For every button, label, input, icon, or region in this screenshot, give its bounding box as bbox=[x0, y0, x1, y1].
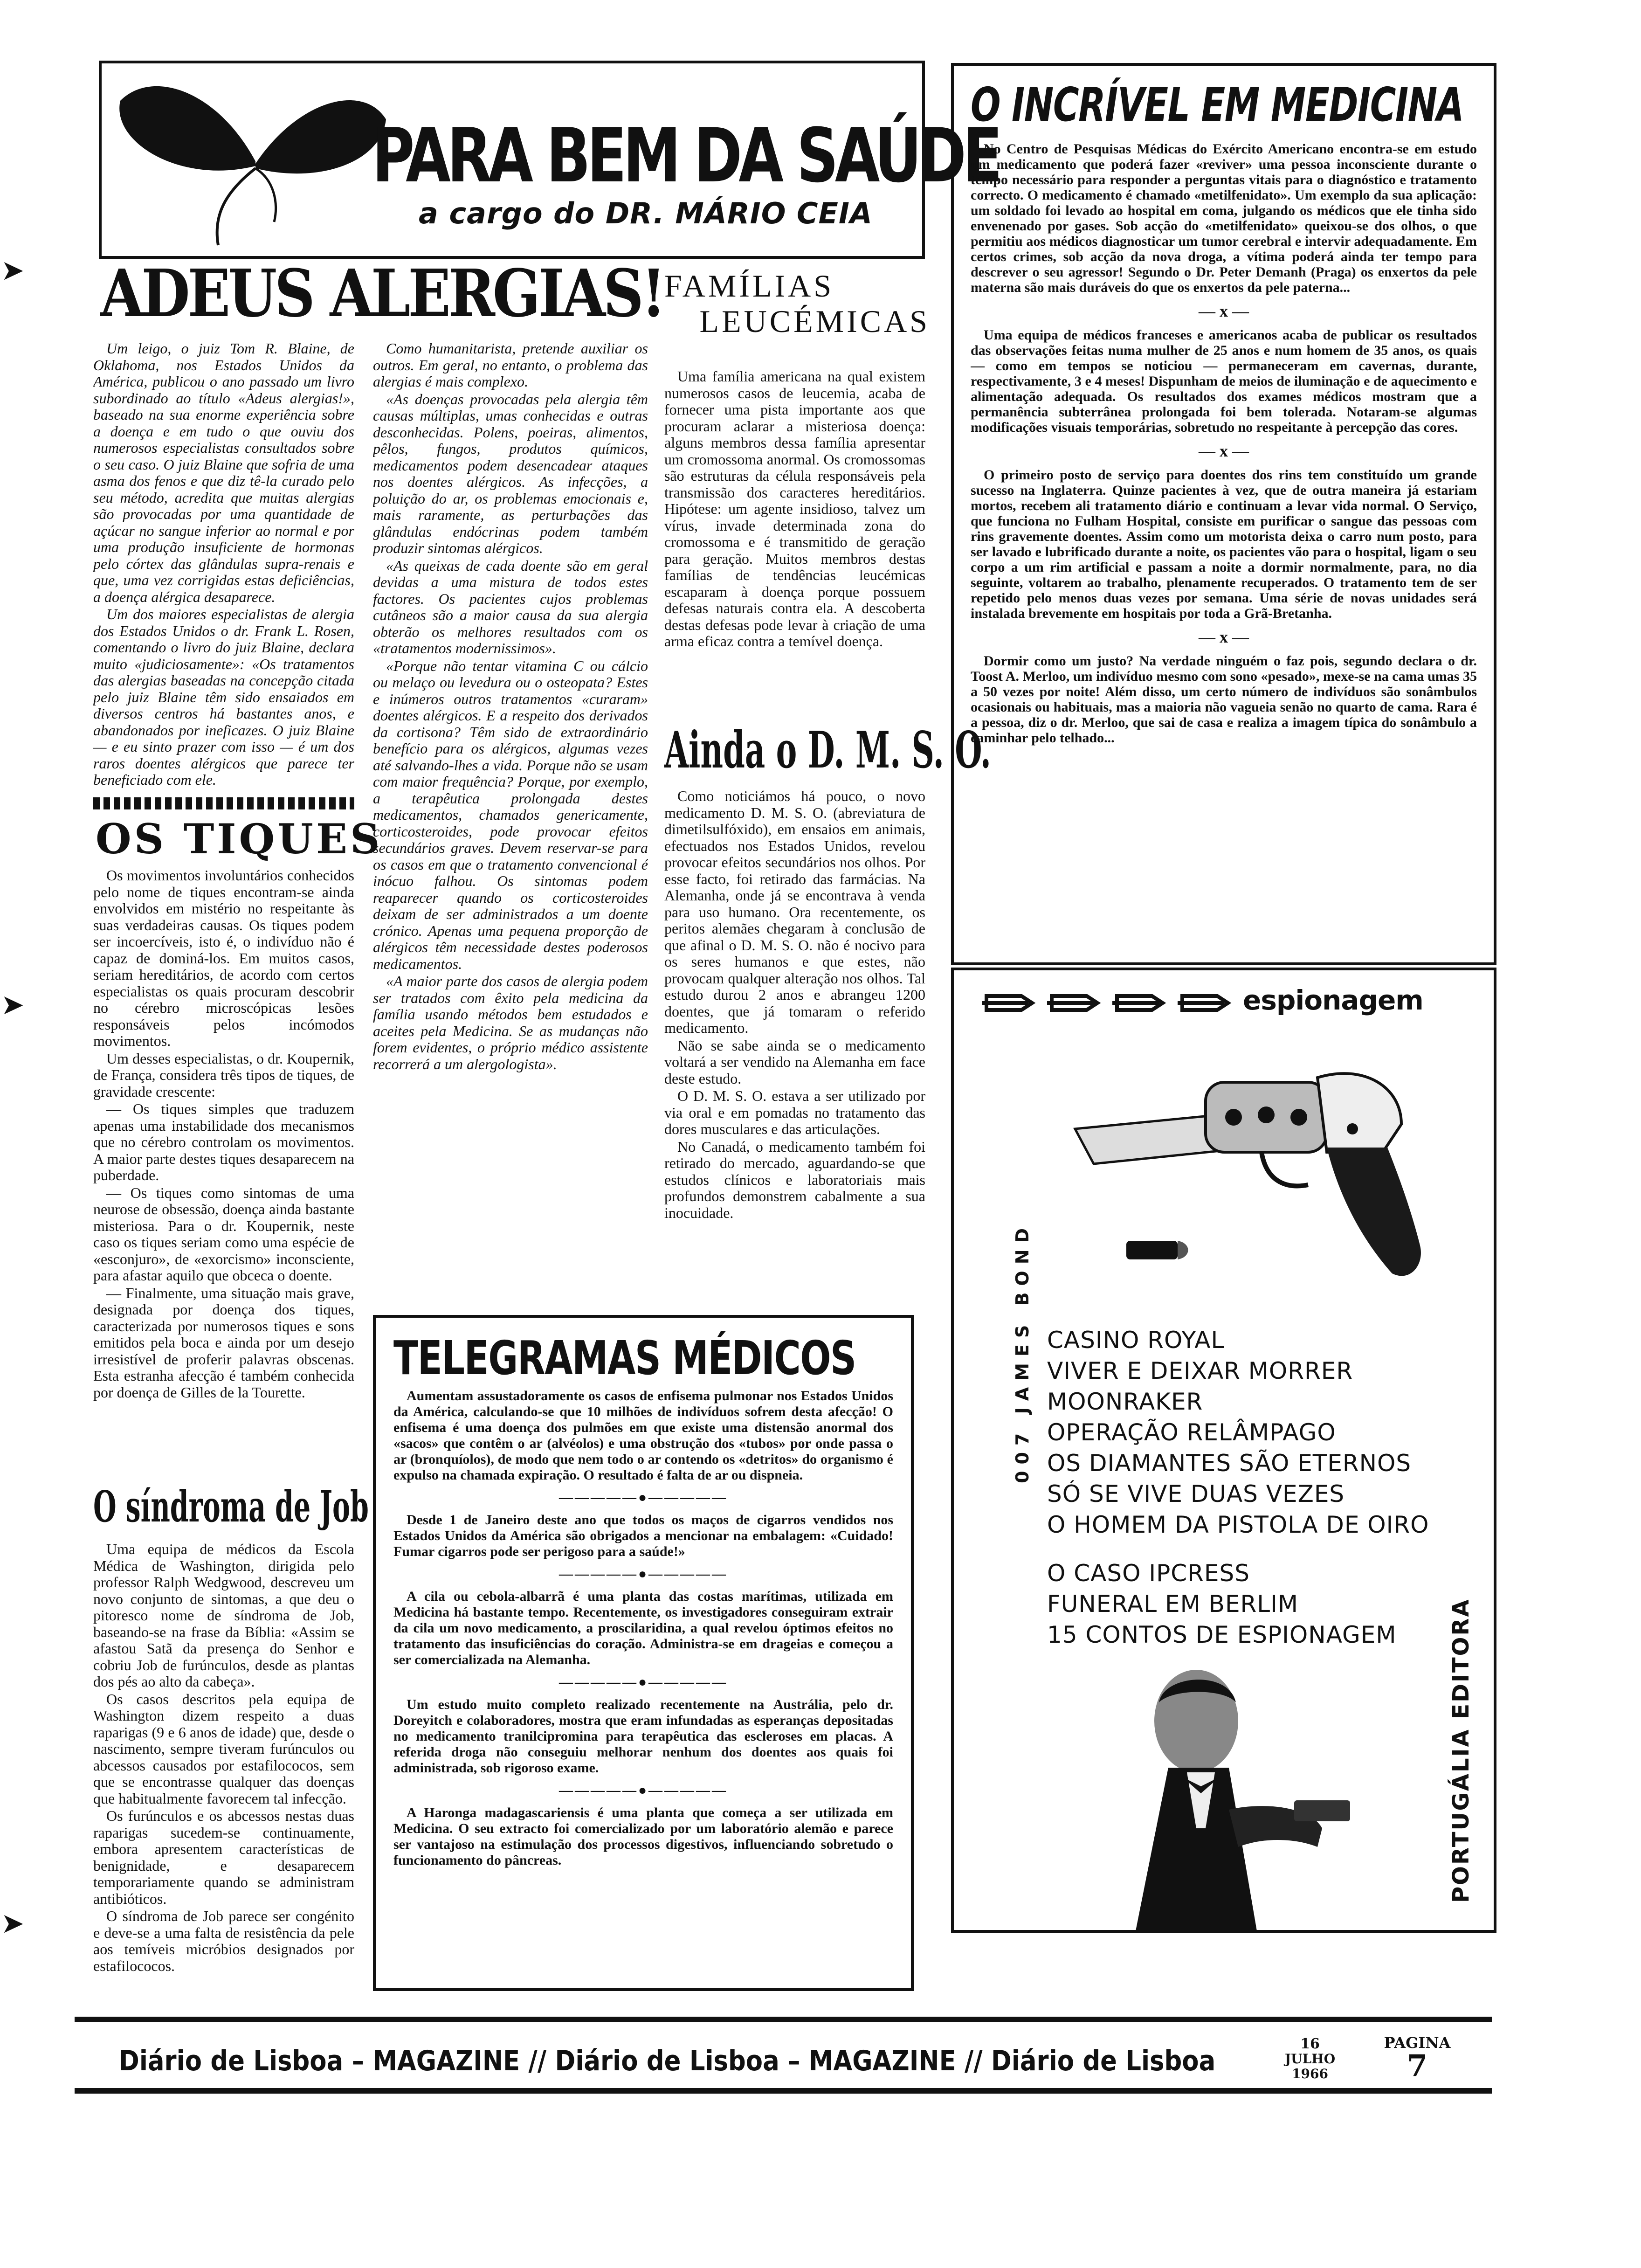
column-header bbox=[99, 61, 999, 259]
bullet-divider: —————●————— bbox=[558, 1674, 728, 1690]
bullet-divider: —————●————— bbox=[558, 1566, 728, 1582]
footer-rule-top bbox=[75, 2017, 1492, 2022]
margin-punch-mark: ➤ bbox=[1, 255, 25, 286]
paragraph: — Finalmente, uma situação mais grave, designada por doença dos tiques, caracterizada por numerosos tiques e sons emitidos pela boca e ainda por um desejo irresistível de proferir palavras obscenas. Esta estranha afecção é também conhecida por doença de Gilles de la Tourette. bbox=[93, 1284, 354, 1401]
footer-page-label: PAGINA bbox=[1384, 2034, 1451, 2052]
incrivel-item: Dormir como um justo? Na verdade ninguém o faz pois, segundo declara o dr. Toost A. Merloo, um indivíduo mesmo com sono «pesado», mexe-se na cama umas 35 a 50 vezes por noite! Além disso, um certo número de indivíduos são sonâmbulos ocasionais ou habituais, mas a maioria não vagueia senão no quarto de cama. Rara é a pessoa, diz o dr. Merloo, que sai de casa e realiza a imagem típica do sonâmbulo a caminhar pelo telhado... bbox=[971, 653, 1477, 746]
paragraph: Os furúnculos e os abcessos nestas duas raparigas sucedem-se continuamente, embora apresentem características de benignidade, e desaparecem temporariamente quando se administram antibióticos. bbox=[93, 1807, 354, 1907]
ad-brand: espionagem bbox=[1243, 984, 1423, 1016]
book-title: OPERAÇÃO RELÂMPAGO bbox=[1047, 1419, 1336, 1446]
telegrama-item: A Haronga madagascariensis é uma planta que começa a ser utilizada em Medicina. O seu extracto foi comercializado por um laboratório alemão e parece ser vantajoso na estimulação dos processos digestivos, influenciando sobretudo o funcionamento do pâncreas. bbox=[393, 1805, 893, 1868]
book-title: O CASO IPCRESS bbox=[1047, 1560, 1250, 1587]
incrivel-title: O INCRÍVEL EM MEDICINA bbox=[971, 77, 1464, 132]
telegramas-box bbox=[373, 1315, 914, 1991]
paragraph: Os movimentos involuntários conhecidos pelo nome de tiques encontram-se ainda envolvidos em mistério no respeitante às suas verdadeiras causas. Os tiques podem ser incoercíveis, isto é, o indivíduo não é capaz de dominá-los. Em muitos casos, seriam hereditários, de acordo com certos especialistas os quais procuram descobrir no cérebro microscópicas lesões responsáveis pelos incómodos movimentos. bbox=[93, 867, 354, 1049]
bullet-divider: —————●————— bbox=[558, 1783, 728, 1798]
paragraph: — Os tiques como sintomas de uma neurose de obsessão, doença ainda bastante misteriosa. Para o dr. Koupernik, neste caso os tiques seriam como uma espécie de «esconjuro», de «exorcismo» inconsciente, para afastar aquilo que obceca o doente. bbox=[93, 1184, 354, 1284]
butterfly-logo bbox=[102, 63, 400, 256]
dmso-title-text: Ainda o D. M. S. O. bbox=[664, 721, 991, 780]
job-body bbox=[93, 1541, 354, 2026]
adeus-col-1 bbox=[93, 340, 354, 788]
separator: — x — bbox=[1199, 628, 1249, 646]
telegramas-title: TELEGRAMAS MÉDICOS bbox=[393, 1331, 856, 1385]
footer-day: 16 bbox=[1300, 2036, 1320, 2052]
paragraph: O síndroma de Job parece ser congénito e deve-se a uma falta de resistência da pele aos temíveis micróbios designados por estafilococos. bbox=[93, 1908, 354, 1974]
other-title-list bbox=[1047, 1558, 1448, 1650]
footer-month: JULHO bbox=[1284, 2051, 1336, 2067]
separator: — x — bbox=[1199, 442, 1249, 460]
incrivel-item: O primeiro posto de serviço para doentes dos rins tem constituído um grande sucesso na Inglaterra. Quinze pacientes à vez, que de outra maneira já estariam mortos, recebem ali tratamento diário e continuam a levar vida normal. O Serviço, que funciona no Fulham Hospital, consiste em purificar o sangue das pessoas com rins gravemente doentes. Assim como um motorista deixa o carro num posto, para ser lavado e lubrificado durante a noite, os pacientes vão para o hospital, ligam o seu corpo a um rim artificial e passam a noite a dormir normalmente, para, no dia seguinte, voltarem ao trabalho, plenamente recuperados. O tratamento tem de ser repetido pelo menos duas vezes por semana. Uma série de novas unidades será instalada brevemente em hospitais por toda a Grã-Bretanha. bbox=[971, 467, 1477, 621]
tiques-body bbox=[93, 867, 354, 1473]
paragraph: «A maior parte dos casos de alergia podem ser tratados com êxito pela medicina da família usando métodos bem estudados e aceites pela Medicina. Se as mudanças não forem evidentes, o próprio médico assistente recorrerá a um alergologista». bbox=[373, 973, 648, 1072]
telegrama-item: Aumentam assustadoramente os casos de enfisema pulmonar nos Estados Unidos da América, calculando-se que 10 milhões de indivíduos sofrem desta afecção! O enfisema é uma doença dos pulmões em que existe uma distensão anormal dos «sacos» que contêm o ar (alvéolos) e uma obstrução dos «tubos» por onde passa o ar (bronquíolos), de modo que nem todo o ar contendo os «detritos» do organismo é expulso na chamada expiração. O resultado é falta de ar ou dispneia. bbox=[393, 1388, 893, 1483]
paragraph: Como humanitarista, pretende auxiliar os outros. Em geral, no entanto, o problema das alergias é mais complexo. bbox=[373, 340, 648, 390]
man-in-tuxedo-photo bbox=[1117, 1660, 1359, 1931]
familias-body bbox=[664, 368, 925, 741]
bullet-illustration bbox=[1122, 1222, 1196, 1278]
separator: — x — bbox=[1199, 302, 1249, 320]
arrow-row bbox=[977, 989, 1238, 1017]
incrivel-item: No Centro de Pesquisas Médicas do Exército Americano encontra-se em estudo um medicamento que poderá fazer «reviver» uma pessoa inconsciente durante o tempo necessário para responder a perguntas vitais para o diagnóstico e tratamento correcto. O medicamento é chamado «metilfenidato». Um exemplo da sua aplicação: um soldado foi levado ao hospital em coma, julgando os médicos que ele tinha sido envenenado por gases. Sob acção do «metilfenidato» queixou-se dos olhos, o que permitiu aos médicos diagnosticar um tumor cerebral e intervir adequadamente. Em certos crimes, sob acção da nova droga, a vítima poderá ainda ter tempo para descrever o seu agressor! Segundo o Dr. Peter Demanh (Praga) os enxertos da pele materna são mais duráveis do que os enxertos da pele paterna... bbox=[971, 141, 1477, 295]
book-title: OS DIAMANTES SÃO ETERNOS bbox=[1047, 1450, 1412, 1477]
paragraph: «As queixas de cada doente são em geral devidas a uma mistura de todos estes factores. Os pacientes cujos problemas cutâneos são a maior causa da sua alergia obterão os melhores resultados com os «tratamentos modernissimos». bbox=[373, 557, 648, 657]
incrivel-item: Uma equipa de médicos franceses e americanos acaba de publicar os resultados das observações feitas numa mulher de 25 anos e num homem de 35 anos, os quais — como em tempos se noticiou — permaneceram em cavernas, durante, respectivamente, 3 e 4 meses! Dispunham de meios de iluminação e de aquecimento e alimentação adequada. Os resultados dos exames médicos mostram que a permanência subterrânea prolongada foi bem tolerada. Notaram-se algumas modificações visuais temporárias, sobretudo no respeitante à percepção das cores. bbox=[971, 327, 1477, 435]
adeus-col-2 bbox=[373, 340, 648, 1338]
paragraph: Uma família americana na qual existem numerosos casos de leucemia, acaba de fornecer uma pista importante aos que procuram aclarar a misteriosa doença: alguns membros dessa família apresentar um cromossoma anormal. Os cromossomas são estruturas da célula responsáveis pela transmissão dos caracteres hereditários. Hipótese: um agente insidioso, talvez um vírus, invade determinada zona do cromossoma e é transmitido de geração para geração. Muitos membros destas famílias de tendências leucémicas escaparam à doença porque possuem defesas naturais contra ela. A descoberta destas defesas pode levar à criação de uma arma eficaz contra a temível doença. bbox=[664, 368, 925, 650]
footer-page bbox=[1375, 2034, 1459, 2081]
telegramas-body bbox=[393, 1388, 893, 1962]
paragraph: Não se sabe ainda se o medicamento voltará a ser vendido na Alemanha em face deste estudo. bbox=[664, 1037, 925, 1087]
espionagem-ad bbox=[951, 968, 1496, 1933]
margin-punch-mark: ➤ bbox=[1, 1908, 25, 1939]
bullet-divider: —————●————— bbox=[558, 1490, 728, 1505]
paragraph: Uma equipa de médicos da Escola Médica de Washington, dirigida pelo professor Ralph Wedgwood, descreveu um novo conjunto de sintomas, a que deu o pitoresco nome de síndroma de Job, baseando-se na frase da Bíblia: «Assim se afastou Satã da presença do Senhor e cobriu Job de furúnculos, desde as plantas dos pés ao alto da cabeça». bbox=[93, 1541, 354, 1690]
bond-title-list bbox=[1047, 1325, 1448, 1540]
familias-title-line-2: LEUCÉMICAS bbox=[699, 304, 930, 339]
book-title: VIVER E DEIXAR MORRER bbox=[1047, 1357, 1353, 1384]
paragraph: Os casos descritos pela equipa de Washington dizem respeito a duas raparigas (9 e 6 anos de idade) que, desde o nascimento, sempre tiveram furúnculos ou abcessos causados por estafilococos, sem que se encontrasse qualquer das doenças que habitualmente favorecem tal infecção. bbox=[93, 1690, 354, 1807]
ad-series-label: 007 JAMES BOND bbox=[1012, 1221, 1033, 1483]
footer-page-number: 7 bbox=[1407, 2048, 1428, 2083]
incrivel-body bbox=[971, 141, 1477, 948]
paragraph: O D. M. S. O. estava a ser utilizado por via oral e em pomadas no tratamento das dores musculares e das articulações. bbox=[664, 1087, 925, 1137]
telegrama-item: A cila ou cebola-albarrã é uma planta das costas marítimas, utilizada em Medicina há bastante tempo. Recentemente, os investigadores conseguiram extrair da cila um novo medicamento, a proscilaridina, a qual revelou óptimos efeitos no tratamento das insuficiências do coração. Administra-se em drageias e começou a ser comercializada na Alemanha. bbox=[393, 1589, 893, 1667]
tiques-title: OS TIQUES bbox=[96, 815, 383, 863]
telegrama-item: Um estudo muito completo realizado recentemente na Austrália, pelo dr. Doreyitch e colaboradores, mostra que eram infundadas as esperanças depositadas no medicamento tranilcipromina para terapêutica das escleroses em placas. A referida droga não conseguiu melhorar nenhum dos doentes aos quais foi administrada, sob rigoroso exame. bbox=[393, 1697, 893, 1776]
footer-date bbox=[1277, 2037, 1343, 2081]
familias-title-line-1: FAMÍLIAS bbox=[664, 268, 834, 304]
book-title: MOONRAKER bbox=[1047, 1388, 1203, 1415]
incrivel-box bbox=[951, 63, 1496, 965]
footer-year: 1966 bbox=[1292, 2066, 1328, 2081]
zigzag-divider bbox=[93, 793, 354, 817]
familias-title bbox=[664, 268, 930, 339]
paragraph: No Canadá, o medicamento também foi retirado do mercado, aguardando-se que estudos clínicos e laboratoriais mais profundos demonstrem cabalmente a sua inocuidade. bbox=[664, 1138, 925, 1221]
column-byline: a cargo do DR. MÁRIO CEIA bbox=[419, 196, 873, 230]
paragraph: Um desses especialistas, o dr. Koupernik, de França, considera três tipos de tiques, de gravidade crescente: bbox=[93, 1050, 354, 1100]
book-title: O HOMEM DA PISTOLA DE OIRO bbox=[1047, 1511, 1429, 1538]
book-title: FUNERAL EM BERLIM bbox=[1047, 1590, 1299, 1618]
paragraph: — Os tiques simples que traduzem apenas uma instabilidade dos mecanismos que no cérebro controlam os movimentos. A maior parte destes tiques desaparecem na puberdade. bbox=[93, 1100, 354, 1183]
ad-publisher: PORTUGÁLIA EDITORA bbox=[1448, 1598, 1474, 1903]
margin-punch-mark: ➤ bbox=[1, 989, 25, 1020]
paragraph: «As doenças provocadas pela alergia têm causas múltiplas, umas conhecidas e outras desconhecidas. Polens, poeiras, alimentos, pêlos, fungos, produtos químicos, medicamentos podem desencadear ataques nos doentes alérgicos. As infecções, a poluição do ar, os problemas emocionais e, mais raramente, as perturbações das glândulas endócrinas podem também produzir sintomas alérgicos. bbox=[373, 390, 648, 556]
revolver-illustration bbox=[1066, 1031, 1429, 1292]
book-title: SÓ SE VIVE DUAS VEZES bbox=[1047, 1480, 1345, 1507]
footer-rule-bottom bbox=[75, 2088, 1492, 2094]
book-title: CASINO ROYAL bbox=[1047, 1327, 1225, 1354]
job-title-text: O síndroma de Job bbox=[93, 1481, 369, 1532]
telegrama-item: Desde 1 de Janeiro deste ano que todos os maços de cigarros vendidos nos Estados Unidos da América são obrigados a mencionar na embalagem: «Cuidado! Fumar cigarros pode ser perigoso para a saúde!» bbox=[393, 1512, 893, 1559]
adeus-alergias-title: ADEUS ALERGIAS! bbox=[100, 256, 664, 332]
book-title: 15 CONTOS DE ESPIONAGEM bbox=[1047, 1621, 1397, 1648]
footer-masthead: Diário de Lisboa – MAGAZINE // Diário de Lisboa – MAGAZINE // Diário de Lisboa bbox=[119, 2045, 1216, 2077]
paragraph: Um leigo, o juiz Tom R. Blaine, de Oklahoma, nos Estados Unidos da América, publicou o ano passado um livro subordinado ao título «Adeus alergias!», baseado na sua enorme experiência sobre a doença e em tudo o que ouviu dos numerosos especialistas consultados sobre o seu caso. O juiz Blaine que sofria de uma asma dos fenos e que diz tê-la curado pelo seu método, acredita que muitas alergias são provocadas por uma quantidade de açúcar no sangue inferior ao normal e por uma produção insuficiente de hormonas pelo córtex das glândulas supra-renais e que, uma vez corrigidas estas deficiências, a doença alérgica desaparece. bbox=[93, 340, 354, 605]
paragraph: Como noticiámos há pouco, o novo medicamento D. M. S. O. (abreviatura de dimetilsulfóxido), em ensaios em animais, efectuados nos Estados Unidos, revelou provocar efeitos secundários nos olhos. Por esse facto, foi retirado das farmácias. Na Alemanha, onde já se encontrava à venda para uso humano. Ora recentemente, os peritos alemães chegaram à conclusão de que afinal o D. M. S. O. não é nocivo para os seres humanos e que estes, não provocam qualquer alteração nos olhos. Tal estudo durou 2 anos e abrangeu 1200 doentes, que já tomaram o referido medicamento. bbox=[664, 788, 925, 1036]
paragraph: «Porque não tentar vitamina C ou cálcio ou melaço ou levedura ou o osteopata? Estes e inúmeros outros tratamentos «curaram» doentes alérgicos. E a respeito dos derivados da cortisona? Têm sido de extraordinário benefício para os alérgicos, algumas vezes até salvando-lhes a vida. Porque não se usam com maior frequência? Porque, por exemplo, a terapêutica prolongada destes medicamentos, chamados genericamente, corticosteroides, pode provocar efeitos secundários graves. Devem reservar-se para os casos em que o tratamento convencional é inócuo falhou. Os sintomas podem reaparecer quando os corticosteroides deixam de ser administrados a um doente crónico. Apenas uma pequena proporção de alérgicos têm necessidade destes poderosos medicamentos. bbox=[373, 657, 648, 972]
paragraph: Um dos maiores especialistas de alergia dos Estados Unidos o dr. Frank L. Rosen, comentando o livro do juiz Blaine, declara muito «judiciosamente»: «Os tratamentos das alergias baseadas na concepção citada pelo juiz Blaine têm sido ensaiados em diversos centros há bastantes anos, e abandonados por ineficazes. O juiz Blaine — e eu sinto prazer com isso — é um dos raros doentes alérgicos que parece ter beneficiado com ele. bbox=[93, 606, 354, 788]
dmso-body bbox=[664, 788, 925, 1292]
column-title: PARA BEM DA SAÚDE bbox=[372, 112, 999, 199]
